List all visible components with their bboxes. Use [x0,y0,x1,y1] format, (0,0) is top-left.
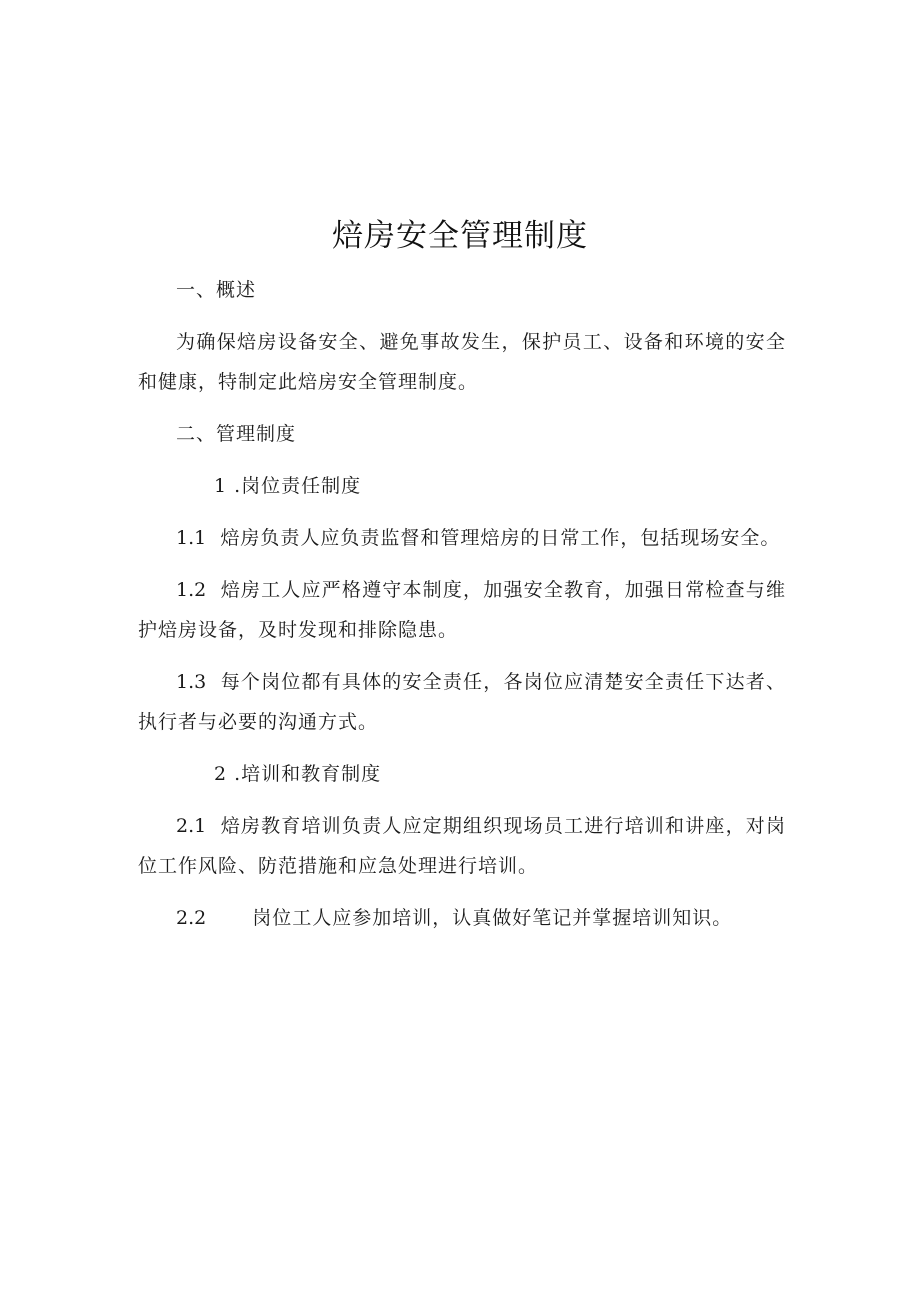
section-1-heading: 一、概述 [176,279,257,301]
item-1-2-paragraph [138,570,786,650]
item-2-2-number: 2.2 [176,907,207,929]
item-2-heading [138,754,786,794]
item-1-title: .岗位责任制度 [234,475,362,497]
item-1-2-text: 焙房工人应严格遵守本制度，加强安全教育，加强日常检查与维护焙房设备，及时发现和排除隐患。 [138,579,786,641]
section-2-heading: 二、管理制度 [176,423,297,445]
item-2-2-text: 岗位工人应参加培训，认真做好笔记并掌握培训知识。 [252,907,733,929]
item-1-1-number: 1.1 [176,527,207,549]
item-1-3-paragraph [138,662,786,742]
item-2-1-text: 焙房教育培训负责人应定期组织现场员工进行培训和讲座，对岗位工作风险、防范措施和应急处理进行培训。 [138,815,786,877]
item-1-1-text: 焙房负责人应负责监督和管理焙房的日常工作，包括现场安全。 [220,527,781,549]
section-1-paragraph: 为确保焙房设备安全、避免事故发生，保护员工、设备和环境的安全和健康，特制定此焙房安全管理制度。 [138,331,786,393]
document-title: 焙房安全管理制度 [332,218,588,254]
item-2-1-paragraph [138,806,786,886]
document-body [138,270,786,950]
item-2-title: .培训和教育制度 [234,763,382,785]
item-1-2-number: 1.2 [176,579,207,601]
item-1-1-paragraph [138,518,786,558]
item-1-number: 1 [214,475,229,497]
item-1-3-number: 1.3 [176,671,207,693]
item-1-3-text: 每个岗位都有具体的安全责任，各岗位应清楚安全责任下达者、执行者与必要的沟通方式。 [138,671,786,733]
item-2-2-paragraph [138,898,786,938]
item-1-heading [138,466,786,506]
item-2-1-number: 2.1 [176,815,207,837]
item-2-number: 2 [214,763,229,785]
